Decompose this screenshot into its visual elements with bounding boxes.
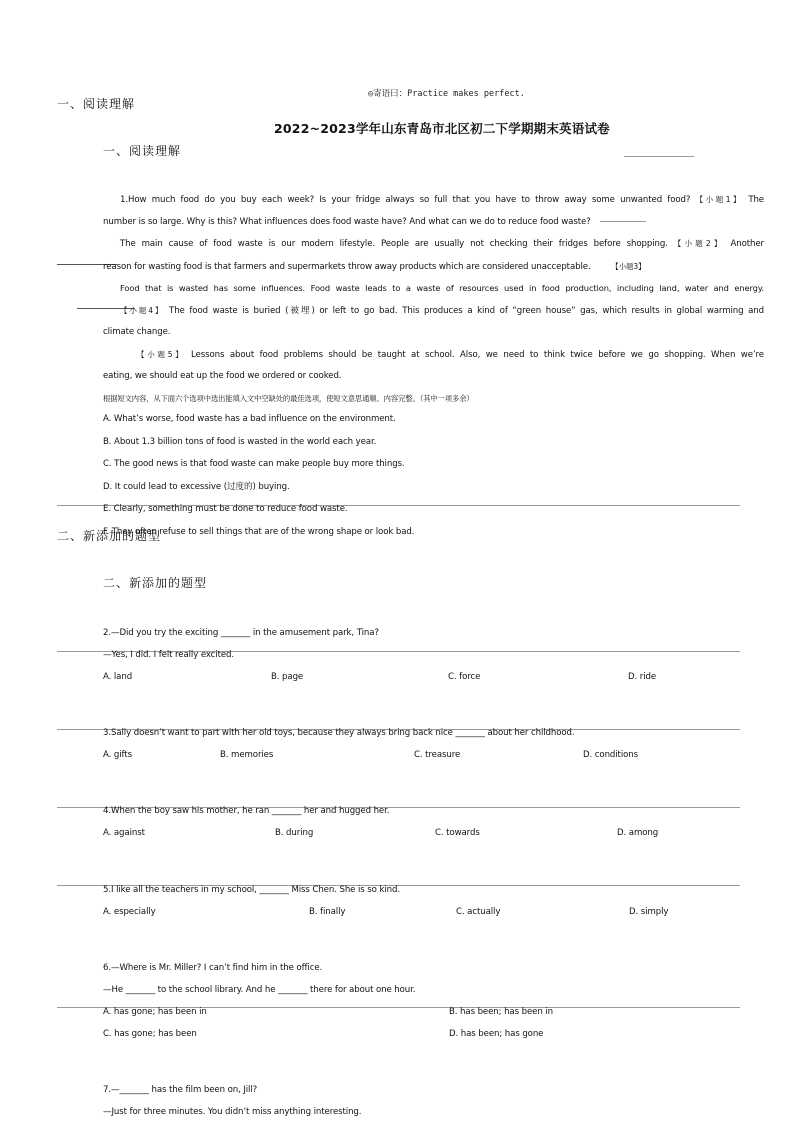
- section-heading-reading: 一、阅读理解: [57, 97, 136, 111]
- blank-tag-3: 【小题3】: [611, 261, 646, 271]
- q4-choice-a: A. against: [103, 828, 145, 838]
- passage-line: number is so large. Why is this? What influences does food waste have? And what can we do to reduce food waste?: [103, 216, 591, 227]
- option-a: A. What’s worse, food waste has a bad influence on the environment.: [103, 414, 396, 424]
- q5-choice-d: D. simply: [629, 907, 669, 917]
- passage-text: The main cause of food waste is our modern lifestyle. People are usually not checking their fridges before shopping.: [120, 239, 668, 249]
- question-3-stem: 3.Sally doesn’t want to part with her old toys, because they always bring back nice _______ about her childhood.: [103, 728, 575, 738]
- q5-choice-a: A. especially: [103, 907, 156, 917]
- q4-choice-c: C. towards: [435, 828, 480, 838]
- question-6-answer-line: —He _______ to the school library. And he _______ there for about one hour.: [103, 985, 416, 995]
- passage-line: [103, 344, 764, 367]
- passage-line: [103, 300, 764, 323]
- q4-choice-b: B. during: [275, 828, 314, 838]
- blank-tag-2: 【小题2】: [673, 239, 725, 248]
- option-b: B. About 1.3 billion tons of food is wasted in the world each year.: [103, 436, 377, 447]
- subsection-heading-new: 二、新添加的题型: [103, 576, 208, 590]
- passage-text: 1.How much food do you buy each week? Is your fridge always so full that you have to throw away some unwanted food?: [120, 195, 691, 205]
- q3-choice-b: B. memories: [220, 750, 274, 760]
- option-c: C. The good news is that food waste can make people buy more things.: [103, 459, 405, 469]
- q4-choice-d: D. among: [617, 828, 659, 838]
- passage-text: The food waste is buried (被埋) or left to go bad. This produces a kind of “green house” gas, which results in global warming and: [169, 305, 764, 316]
- question-2-answer-line: —Yes, I did. I felt really excited.: [103, 650, 235, 660]
- passage-line: climate change.: [103, 327, 171, 337]
- motto: ◎寄语曰：Practice makes perfect.: [368, 89, 525, 99]
- passage-text: reason for wasting food is that farmers and supermarkets throw away products which are considered unacceptable.: [103, 261, 591, 272]
- question-4-stem: 4.When the boy saw his mother, he ran _______ her and hugged her.: [103, 806, 390, 816]
- question-2-stem: 2.—Did you try the exciting _______ in the amusement park, Tina?: [103, 628, 379, 638]
- reading-passage: [103, 189, 764, 543]
- q2-choice-c: C. force: [448, 672, 481, 682]
- passage-line: eating, we should eat up the food we ordered or cooked.: [103, 371, 342, 381]
- section-heading-new: 二、新添加的题型: [57, 529, 162, 543]
- passage-text: Lessons about food problems should be taught at school. Also, we need to think twice before we go shopping. When we’re: [191, 349, 764, 360]
- instruction: 根据短文内容，从下面六个选项中选出能填入文中空缺处的最佳选项，使短文意思通顺、内容完整。（其中一项多余）: [103, 393, 474, 403]
- q6-choice-c: C. has gone; has been: [103, 1029, 197, 1039]
- q5-choice-c: C. actually: [456, 907, 501, 917]
- question-5-stem: 5.I like all the teachers in my school, _______ Miss Chen. She is so kind.: [103, 885, 400, 895]
- q2-choice-d: D. ride: [628, 672, 657, 682]
- passage-line: [103, 256, 764, 279]
- passage-line: [103, 189, 764, 212]
- q2-choice-b: B. page: [271, 672, 304, 682]
- option-d: D. It could lead to excessive (过度的) buying.: [103, 481, 290, 492]
- q3-choice-d: D. conditions: [583, 750, 638, 760]
- passage-text: The: [748, 195, 764, 205]
- option-e: E. Clearly, something must be done to reduce food waste.: [103, 504, 348, 514]
- q6-choice-b: B. has been; has been in: [449, 1007, 553, 1017]
- q5-choice-b: B. finally: [309, 907, 346, 917]
- q6-choice-d: D. has been; has gone: [449, 1029, 544, 1039]
- passage-line: Food that is wasted has some influences. Food waste leads to a waste of resources used in food production, including land, water and energy.: [120, 283, 764, 293]
- top-right-rule: [624, 156, 694, 157]
- question-7-stem: 7.—_______ has the film been on, Jill?: [103, 1085, 258, 1095]
- question-7-answer-line: —Just for three minutes. You didn’t miss anything interesting.: [103, 1107, 362, 1117]
- blank-tag-5: 【小题5】: [137, 349, 186, 359]
- q3-choice-c: C. treasure: [414, 750, 461, 760]
- blank-tag-1: 【小题1】: [695, 195, 744, 204]
- q6-choice-a: A. has gone; has been in: [103, 1007, 207, 1017]
- option-f: F. They often refuse to sell things that are of the wrong shape or look bad.: [103, 526, 415, 537]
- passage-text: Another: [730, 239, 764, 249]
- q3-choice-a: A. gifts: [103, 750, 132, 760]
- passage-line: [103, 233, 764, 256]
- blank-tag-4: 【小题4】: [120, 305, 165, 315]
- question-6-stem: 6.—Where is Mr. Miller? I can’t find him in the office.: [103, 963, 323, 973]
- page-title: 2022~2023学年山东青岛市北区初二下学期期末英语试卷: [274, 121, 610, 136]
- q2-choice-a: A. land: [103, 672, 133, 682]
- subsection-heading-reading: 一、阅读理解: [103, 144, 182, 158]
